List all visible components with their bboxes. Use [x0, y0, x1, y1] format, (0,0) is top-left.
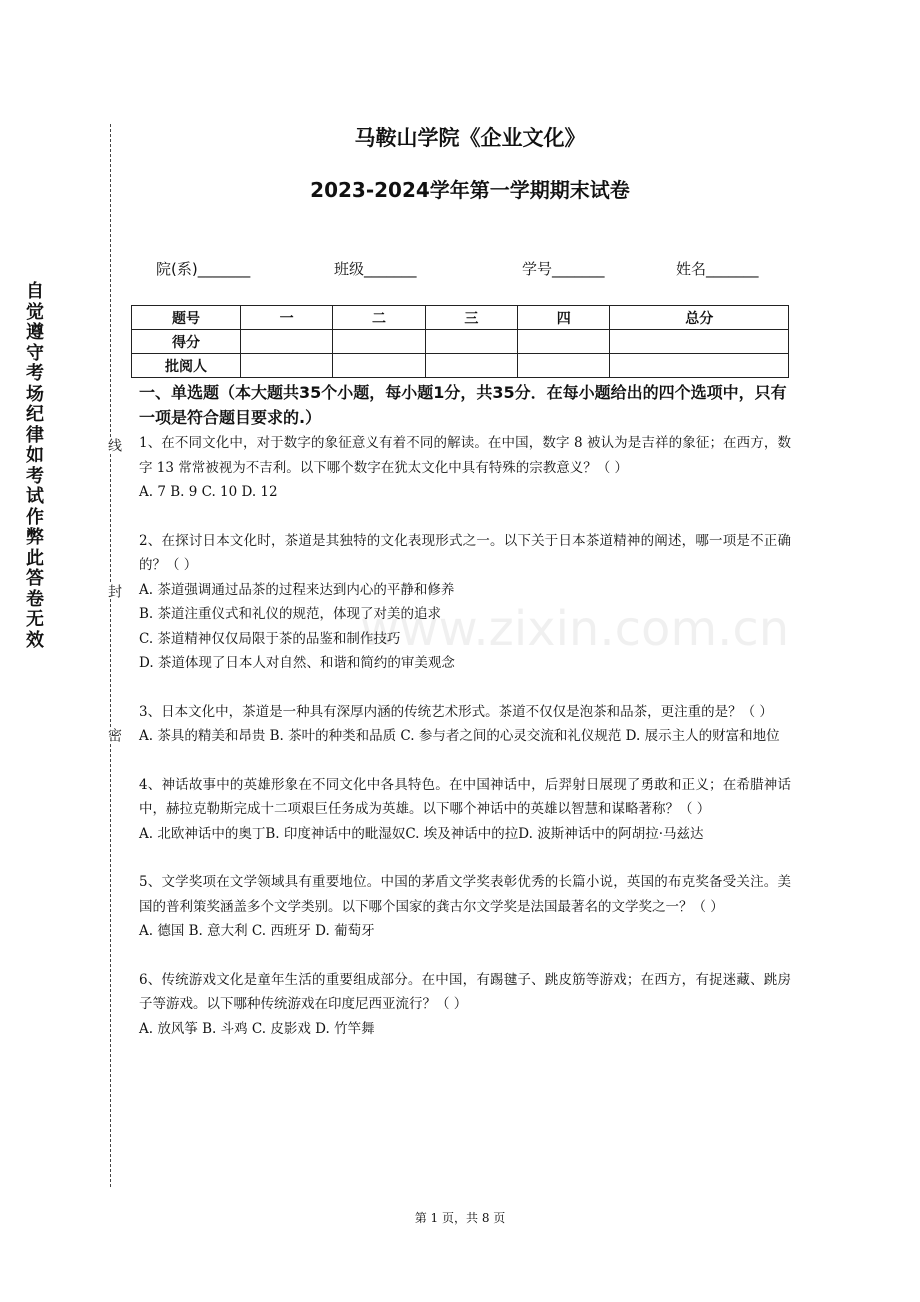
section-heading: 一、单选题（本大题共35个小题，每小题1分，共35分．在每小题给出的四个选项中，只有一项是符合题目要求的.）: [139, 383, 787, 427]
grader-cell[interactable]: [333, 354, 425, 378]
question-options: A. 放风筝 B. 斗鸡 C. 皮影戏 D. 竹竿舞: [139, 1020, 375, 1037]
name-field[interactable]: 姓名_______: [676, 260, 759, 278]
exam-content: [139, 381, 791, 1041]
question-options: A. 德国 B. 意大利 C. 西班牙 D. 葡萄牙: [139, 923, 375, 939]
header-cell: 总分: [610, 306, 789, 330]
score-row-label: 得分: [132, 330, 241, 354]
question-2: [139, 529, 791, 676]
grader-row: [132, 354, 789, 378]
header-cell: 四: [518, 306, 610, 330]
score-cell[interactable]: [333, 330, 425, 354]
department-field[interactable]: 院(系)_______: [156, 260, 251, 278]
grader-cell[interactable]: [425, 354, 517, 378]
question-options: A. 茶具的精美和昂贵 B. 茶叶的种类和品质 C. 参与者之间的心灵交流和礼仪规范 D. 展示主人的财富和地位: [139, 728, 780, 744]
question-1: [139, 431, 791, 505]
header-cell: 题号: [132, 306, 241, 330]
exam-title: 马鞍山学院《企业文化》: [354, 126, 586, 150]
binding-mark-xian: 线: [100, 438, 122, 452]
score-cell[interactable]: [425, 330, 517, 354]
score-row: [132, 330, 789, 354]
binding-line: [100, 124, 122, 1187]
question-6: [139, 968, 791, 1042]
binding-dashed-line: [110, 124, 111, 1187]
grader-cell[interactable]: [610, 354, 789, 378]
score-cell[interactable]: [610, 330, 789, 354]
question-options: A. 7 B. 9 C. 10 D. 12: [139, 484, 278, 500]
question-stem: 3、日本文化中，茶道是一种具有深厚内涵的传统艺术形式。茶道不仅仅是泡茶和品茶，更注重的是？（ ）: [139, 703, 773, 720]
exam-subtitle: 2023-2024学年第一学期期末试卷: [310, 178, 630, 202]
student-info-row: [150, 258, 790, 282]
option-b: B. 茶道注重仪式和礼仪的规范，体现了对美的追求: [139, 606, 442, 622]
exam-rules-notice: 自觉遵守考场纪律如考试作弊此答卷无效: [26, 281, 44, 651]
score-cell[interactable]: [518, 330, 610, 354]
question-stem: 4、神话故事中的英雄形象在不同文化中各具特色。在中国神话中，后羿射日展现了勇敢和正义；在希腊神话中，赫拉克勒斯完成十二项艰巨任务成为英雄。以下哪个神话中的英雄以智慧和谋略著称？（ ）: [139, 776, 791, 817]
page-footer: 第 1 页，共 8 页: [414, 1211, 506, 1225]
question-stem: 5、文学奖项在文学领域具有重要地位。中国的茅盾文学奖表彰优秀的长篇小说，英国的布克奖备受关注。美国的普利策奖涵盖多个文学类别。以下哪个国家的龚古尔文学奖是法国最著名的文学奖之一？（ ）: [139, 874, 791, 915]
watermark: www.zixin.com.cn: [360, 601, 790, 657]
grader-row-label: 批阅人: [132, 354, 241, 378]
header-cell: 三: [425, 306, 517, 330]
question-4: [139, 773, 791, 847]
header-cell: 二: [333, 306, 425, 330]
score-table-header-row: [132, 306, 789, 330]
option-c: C. 茶道精神仅仅局限于茶的品鉴和制作技巧: [139, 630, 401, 647]
question-3: [139, 700, 791, 749]
question-options: A. 北欧神话中的奥丁B. 印度神话中的毗湿奴C. 埃及神话中的拉D. 波斯神话中的阿胡拉·马兹达: [139, 825, 704, 842]
class-field[interactable]: 班级_______: [334, 260, 417, 278]
binding-mark-mi: 密: [100, 728, 122, 742]
option-a: A. 茶道强调通过品茶的过程来达到内心的平静和修养: [139, 581, 455, 598]
question-stem: 1、在不同文化中，对于数字的象征意义有着不同的解读。在中国，数字 8 被认为是吉祥的象征；在西方，数字 13 常常被视为不吉利。以下哪个数字在犹太文化中具有特殊的宗教意义？（ ）: [139, 435, 791, 476]
question-stem: 2、在探讨日本文化时，茶道是其独特的文化表现形式之一。以下关于日本茶道精神的阐述，哪一项是不正确的？（ ）: [139, 532, 791, 573]
header-cell: 一: [241, 306, 333, 330]
option-d: D. 茶道体现了日本人对自然、和谐和简约的审美观念: [139, 655, 455, 671]
grader-cell[interactable]: [518, 354, 610, 378]
student-id-field[interactable]: 学号_______: [522, 260, 605, 278]
binding-mark-feng: 封: [100, 584, 122, 598]
score-cell[interactable]: [241, 330, 333, 354]
question-stem: 6、传统游戏文化是童年生活的重要组成部分。在中国，有踢毽子、跳皮筋等游戏；在西方，有捉迷藏、跳房子等游戏。以下哪种传统游戏在印度尼西亚流行？（ ）: [139, 971, 791, 1012]
score-table: [131, 305, 789, 378]
grader-cell[interactable]: [241, 354, 333, 378]
question-5: [139, 870, 791, 944]
